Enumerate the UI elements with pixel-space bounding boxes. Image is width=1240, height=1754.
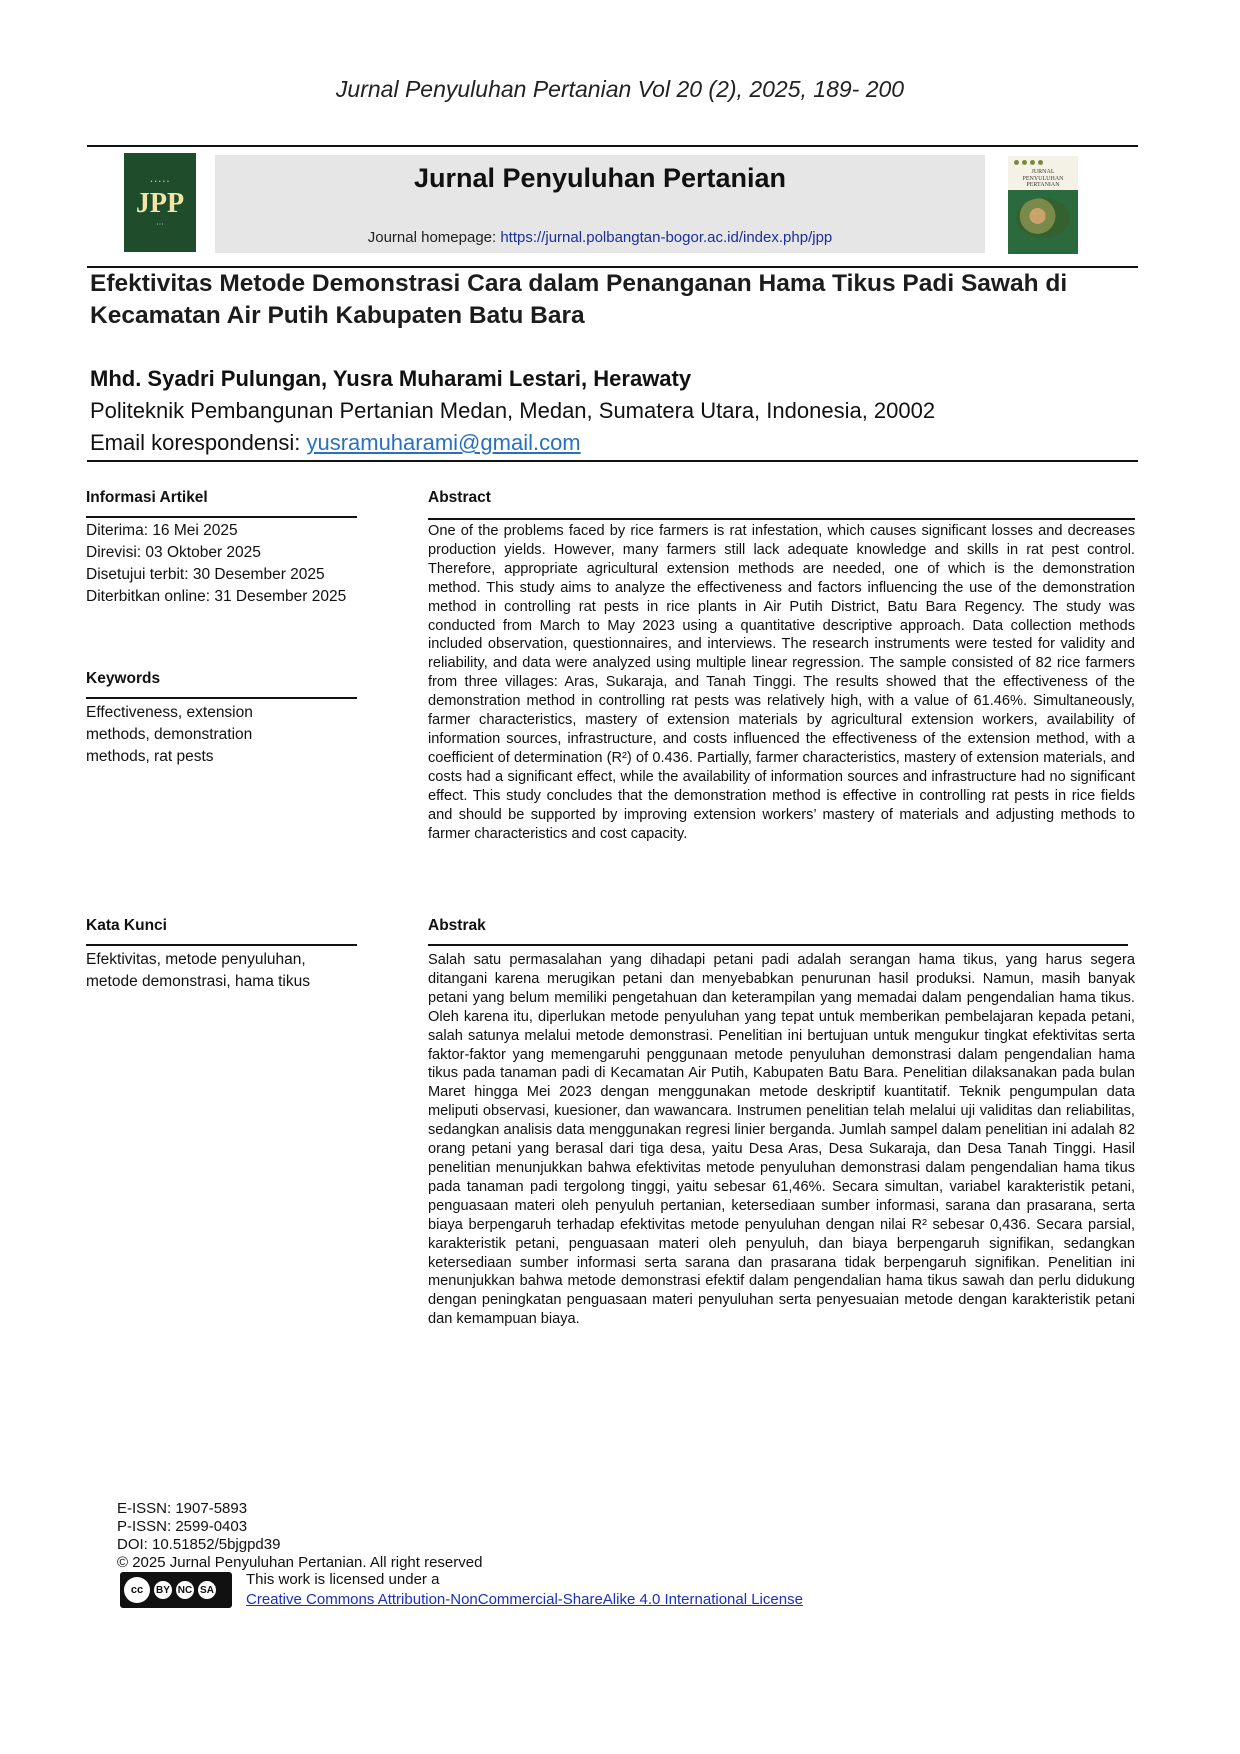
cover-title: JURNAL PENYULUHAN PERTANIAN xyxy=(1022,169,1064,189)
email-link[interactable]: yusramuharami@gmail.com xyxy=(306,430,581,455)
running-head: Jurnal Penyuluhan Pertanian Vol 20 (2), 2025, 189- 200 xyxy=(335,76,905,102)
eissn: E-ISSN: 1907-5893 xyxy=(117,1500,248,1517)
authors: Mhd. Syadri Pulungan, Yusra Muharami Lestari, Herawaty xyxy=(90,366,692,391)
cover-logos xyxy=(1014,160,1043,165)
abstract-heading: Abstract xyxy=(428,489,491,506)
abstrak-heading: Abstrak xyxy=(428,917,486,934)
journal-cover-thumbnail xyxy=(1008,156,1078,254)
title-line-1: Efektivitas Metode Demonstrasi Cara dalam Penanganan Hama Tikus Padi Sawah di xyxy=(90,270,1068,297)
nc-icon: NC xyxy=(176,1581,194,1599)
homepage-link[interactable]: https://jurnal.polbangtan-bogor.ac.id/index.php/jpp xyxy=(500,229,833,246)
kata-kunci-line-1: Efektivitas, metode penyuluhan, xyxy=(86,951,306,968)
kata-kunci-rule xyxy=(86,944,357,946)
keywords-rule xyxy=(86,697,357,699)
license-text: This work is licensed under a xyxy=(246,1571,440,1588)
article-info-rule xyxy=(86,516,357,518)
abstrak-text: Salah satu permasalahan yang dihadapi petani padi adalah serangan hama tikus, yang harus segera ditangani karena merugikan petani dan menyebabkan penurunan hasil produksi. Namun, masih banyak petani yang belum memiliki pengetahuan dan keterampilan yang memadai dalam pengendalian hama tikus. Oleh karena itu, diperlukan metode penyuluhan yang tepat untuk memberikan pembelajaran kepada petani, salah satunya melalui metode demonstrasi. Penelitian ini bertujuan untuk mengukur tingkat efektivitas serta faktor-faktor yang memengaruhi penggunaan metode penyuluhan demonstrasi dalam pengendalian hama tikus pada tanaman padi di Kecamatan Air Putih, Kabupaten Batu Bara. Penelitian dilaksanakan pada bulan Maret hingga Mei 2023 dengan menggunakan metode deskriptif kuantitatif. Teknik pengumpulan data meliputi observasi, kuesioner, dan wawancara. Instrumen penelitian telah melalui uji validitas dan reliabilitas, sedangkan analisis data menggunakan regresi linier berganda. Jumlah sampel dalam penelitian ini adalah 82 orang petani yang berasal dari tiga desa, yaitu Desa Aras, Desa Sukaraja, dan Desa Tanah Tinggi. Hasil penelitian menunjukkan bahwa efektivitas metode penyuluhan demonstrasi dalam pengendalian hama tikus pada tanaman padi tergolong tinggi, yaitu sebesar 61,46%. Secara simultan, variabel karakteristik petani, penguasaan materi oleh penyuluh pertanian, ketersediaan sumber informasi, sarana dan prasarana, serta biaya berpengaruh terhadap efektivitas metode penyuluhan dengan nilai R² sebesar 0,436. Secara parsial, karakteristik petani, penguasaan materi oleh penyuluh, dan biaya berpengaruh signifikan, sedangkan ketersediaan sumber informasi serta sarana dan prasarana tidak berpengaruh signifikan. Penelitian ini menunjukkan bahwa metode demonstrasi efektif dalam pengendalian hama tikus sawah dan perlu didukung dengan peningkatan penguasaan materi penyuluhan serta penyesuaian metode dengan karakteristik petani dan kemampuan biaya. xyxy=(428,952,1135,1328)
journal-name: Jurnal Penyuluhan Pertanian xyxy=(413,163,787,193)
article-info-dates xyxy=(86,520,346,608)
by-icon: BY xyxy=(154,1581,172,1599)
title-line-2: Kecamatan Air Putih Kabupaten Batu Bara xyxy=(90,302,585,329)
kata-kunci-heading: Kata Kunci xyxy=(86,917,167,934)
kata-kunci-list xyxy=(86,949,310,993)
top-rule xyxy=(87,145,1138,147)
copyright: © 2025 Jurnal Penyuluhan Pertanian. All right reserved xyxy=(117,1554,483,1571)
keywords-heading: Keywords xyxy=(86,670,161,687)
keywords-line-2: methods, demonstration xyxy=(86,726,253,743)
received-date: Diterima: 16 Mei 2025 xyxy=(86,522,238,539)
journal-logo xyxy=(124,153,196,252)
pissn: P-ISSN: 2599-0403 xyxy=(117,1518,248,1535)
revised-date: Direvisi: 03 Oktober 2025 xyxy=(86,544,261,561)
keywords-line-1: Effectiveness, extension xyxy=(86,704,253,721)
cover-image xyxy=(1016,198,1070,238)
header-end-rule xyxy=(87,460,1138,462)
publication-footer xyxy=(117,1500,482,1572)
abstract-text: One of the problems faced by rice farmers is rat infestation, which causes significant losses and decreases production yields. However, many farmers still lack adequate knowledge and skills in rat pest control. Therefore, appropriate agricultural extension methods are needed, one of which is the demonstration method. This study aims to analyze the effectiveness and factors influencing the use of the demonstration method in controlling rat pests in rice plants in Air Putih District, Batu Bara Regency. The study was conducted from March to May 2023 using a quantitative descriptive approach. Data collection methods included observation, questionnaires, and interviews. The research instruments were tested for validity and reliability, and data were analyzed using multiple linear regression. The sample consisted of 82 rice farmers from three villages: Aras, Sukaraja, and Tanah Tinggi. The results showed that the effectiveness of the demonstration method in controlling rat pests was relatively high, with a value of 61.46%. Simultaneously, farmer characteristics, mastery of extension materials by agricultural extension workers, availability of information sources, infrastructure, and costs influenced the effectiveness of the extension method, with a coefficient of determination (R²) of 0.436. Partially, farmer characteristics, mastery of extension materials, and costs had a significant effect, while the availability of information sources and infrastructure had no significant effect. This study concludes that the demonstration method is effective in controlling rat pests in rice fields and should be supported by improving extension workers’ mastery of materials and adjusting methods to farmer characteristics and cost capacity. xyxy=(428,523,1135,842)
abstrak-rule xyxy=(428,944,1128,946)
abstract-rule xyxy=(428,518,1135,520)
published-date: Diterbitkan online: 31 Desember 2025 xyxy=(86,588,347,605)
kata-kunci-line-2: metode demonstrasi, hama tikus xyxy=(86,973,310,990)
doi: DOI: 10.51852/5bjgpd39 xyxy=(117,1536,281,1553)
logo-caption-top: • • • • • xyxy=(150,179,170,185)
correspondence-email xyxy=(90,430,581,456)
masthead xyxy=(215,155,985,253)
article-info-heading: Informasi Artikel xyxy=(86,489,208,506)
logo-text: JPP xyxy=(135,188,185,219)
email-label: Email korespondensi: xyxy=(90,430,307,455)
accepted-date: Disetujui terbit: 30 Desember 2025 xyxy=(86,566,325,583)
logo-caption-bottom: • • • xyxy=(156,221,164,226)
license-link[interactable]: Creative Commons Attribution-NonCommercial-ShareAlike 4.0 International License xyxy=(246,1591,803,1608)
journal-homepage xyxy=(215,229,985,246)
homepage-label: Journal homepage: xyxy=(367,229,501,246)
affiliation: Politeknik Pembangunan Pertanian Medan, Medan, Sumatera Utara, Indonesia, 20002 xyxy=(90,398,936,423)
keywords-list xyxy=(86,702,253,768)
keywords-line-3: methods, rat pests xyxy=(86,748,214,765)
cc-icon: cc xyxy=(124,1577,150,1603)
article-title xyxy=(90,268,1150,332)
sa-icon: SA xyxy=(198,1581,216,1599)
cc-license-badge xyxy=(120,1572,232,1608)
